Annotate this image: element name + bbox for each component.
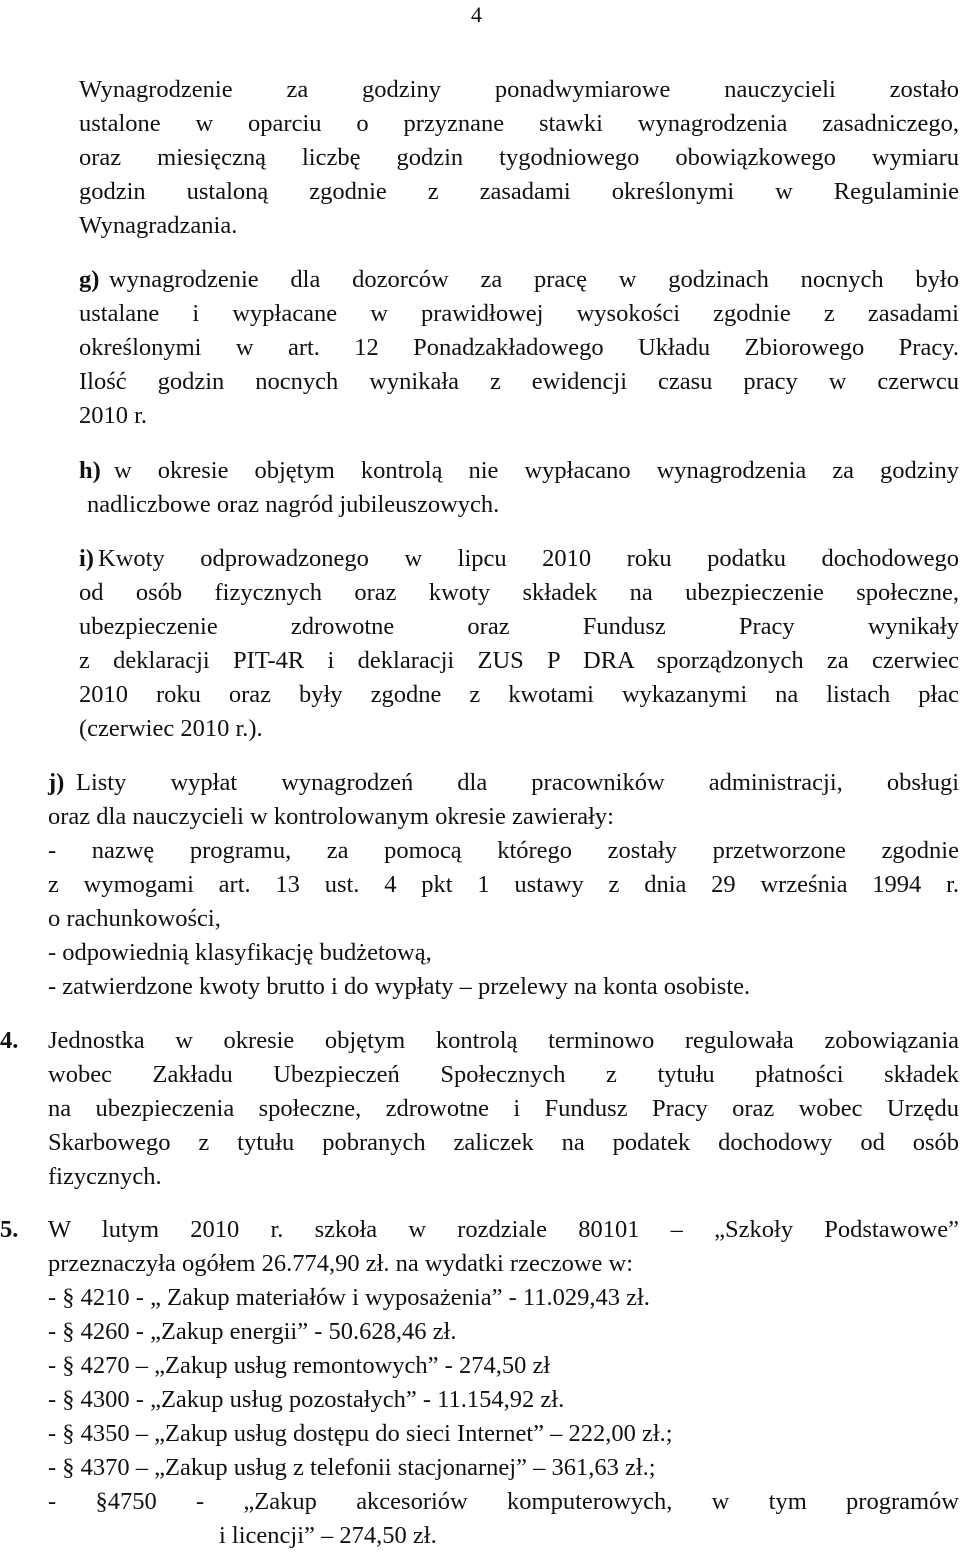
item-4-line: Skarbowego z tytułu pobranych zaliczek na podatek dochodowy od osób: [48, 1129, 959, 1156]
item-j-line: oraz dla nauczycieli w kontrolowanym okresie zawierały:: [48, 803, 614, 830]
page-number: 4: [471, 2, 482, 27]
item-i-line: od osób fizycznych oraz kwoty składek na ubezpieczenie społeczne,: [79, 579, 959, 606]
item-4-line: fizycznych.: [48, 1163, 162, 1190]
item-i-line: 2010 roku oraz były zgodne z kwotami wykazanymi na listach płac: [79, 681, 959, 708]
item-h-line: nadliczbowe oraz nagród jubileuszowych.: [87, 491, 500, 518]
item-j-line: o rachunkowości,: [48, 905, 221, 932]
item-5-line: - § 4370 – „Zakup usług z telefonii stacjonarnej” – 361,63 zł.;: [48, 1454, 656, 1481]
item-5-line: - § 4260 - „Zakup energii” - 50.628,46 zł.: [48, 1318, 457, 1345]
intro-line: godzin ustaloną zgodnie z zasadami określonymi w Regulaminie: [79, 178, 959, 205]
item-i-line: ubezpieczenie zdrowotne oraz Fundusz Pracy wynikały: [79, 613, 959, 640]
item-5-line: i licencji” – 274,50 zł.: [219, 1522, 437, 1549]
item-i-line: (czerwiec 2010 r.).: [79, 715, 263, 742]
item-marker: h): [79, 457, 101, 484]
item-marker: 4.: [0, 1027, 19, 1054]
item-5-line: przeznaczyła ogółem 26.774,90 zł. na wydatki rzeczowe w:: [48, 1250, 634, 1277]
item-5-line: - § 4350 – „Zakup usług dostępu do sieci Internet” – 222,00 zł.;: [48, 1420, 673, 1447]
item-g-line: ustalane i wypłacane w prawidłowej wysokości zgodnie z zasadami: [79, 300, 959, 327]
item-5-line: - §4750 - „Zakup akcesoriów komputerowych, w tym programów: [48, 1488, 959, 1515]
item-4-line: na ubezpieczenia społeczne, zdrowotne i Fundusz Pracy oraz wobec Urzędu: [48, 1095, 959, 1122]
item-g-line: 2010 r.: [79, 402, 148, 429]
item-marker: g): [79, 266, 100, 293]
item-5-line: - § 4210 - „ Zakup materiałów i wyposażenia” - 11.029,43 zł.: [48, 1284, 650, 1311]
item-4-line: Jednostka w okresie objętym kontrolą terminowo regulowała zobowiązania: [48, 1027, 959, 1054]
item-marker: j): [48, 769, 65, 796]
item-marker: 5.: [0, 1216, 19, 1243]
item-g-line: wynagrodzenie dla dozorców za pracę w godzinach nocnych było: [109, 266, 959, 293]
item-j-line: - zatwierdzone kwoty brutto i do wypłaty – przelewy na konta osobiste.: [48, 973, 751, 1000]
item-g-line: określonymi w art. 12 Ponadzakładowego Układu Zbiorowego Pracy.: [79, 334, 959, 361]
item-marker: i): [79, 545, 94, 572]
intro-line: Wynagradzania.: [79, 212, 238, 239]
item-j-line: Listy wypłat wynagrodzeń dla pracowników administracji, obsługi: [76, 769, 959, 796]
item-i-line: z deklaracji PIT-4R i deklaracji ZUS P DRA sporządzonych za czerwiec: [79, 647, 959, 674]
item-5-line: - § 4300 - „Zakup usług pozostałych” - 11.154,92 zł.: [48, 1386, 565, 1413]
item-5-line: W lutym 2010 r. szkoła w rozdziale 80101 – „Szkoły Podstawowe”: [48, 1216, 959, 1243]
item-5-line: - § 4270 – „Zakup usług remontowych” - 274,50 zł: [48, 1352, 551, 1379]
item-4-line: wobec Zakładu Ubezpieczeń Społecznych z tytułu płatności składek: [48, 1061, 959, 1088]
item-h-line: w okresie objętym kontrolą nie wypłacano wynagrodzenia za godziny: [114, 457, 959, 484]
item-j-line: - odpowiednią klasyfikację budżetową,: [48, 939, 432, 966]
item-g-line: Ilość godzin nocnych wynikała z ewidencji czasu pracy w czerwcu: [79, 368, 959, 395]
intro-line: ustalone w oparciu o przyznane stawki wynagrodzenia zasadniczego,: [79, 110, 959, 137]
intro-line: Wynagrodzenie za godziny ponadwymiarowe nauczycieli zostało: [79, 76, 959, 103]
item-i-line: Kwoty odprowadzonego w lipcu 2010 roku podatku dochodowego: [98, 545, 959, 572]
intro-line: oraz miesięczną liczbę godzin tygodniowego obowiązkowego wymiaru: [79, 144, 959, 171]
item-j-line: z wymogami art. 13 ust. 4 pkt 1 ustawy z dnia 29 września 1994 r.: [48, 871, 959, 898]
item-j-line: - nazwę programu, za pomocą którego zostały przetworzone zgodnie: [48, 837, 959, 864]
